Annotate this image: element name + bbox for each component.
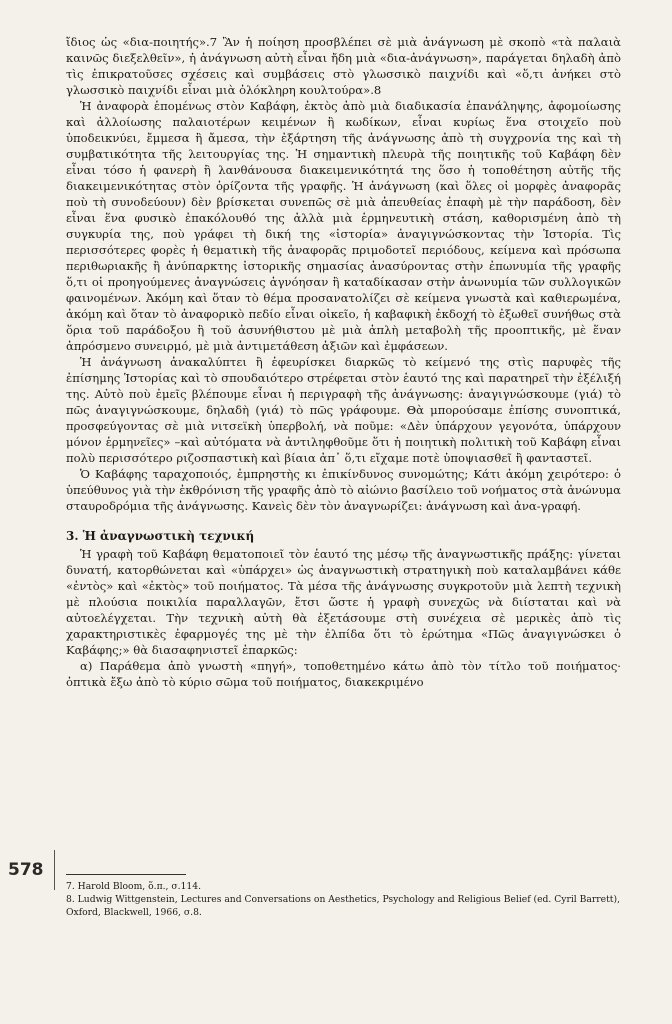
paragraph: Ἡ γραφὴ τοῦ Καβάφη θεματοποιεῖ τὸν ἑαυτό της μέσῳ τῆς ἀναγνωστικῆς πράξης: γίνεται δυνατή, κατορθώνεται καὶ «ὑπάρχει» ὡς ἀναγνωστικὴ στρατηγικὴ ποὺ καταλαμβάνει κάθε «ἐντὸς» καὶ «ἐκτὸς» τοῦ ποιήματος. Τὰ μέσα τῆς ἀνάγνωσης συγκροτοῦν μιὰ λεπτὴ τεχνικὴ μὲ πλούσια ποικιλία παραλλαγῶν, ἔτσι ὥστε ἡ γραφὴ συνεχῶς νὰ διίσταται καὶ νὰ αὐτοελέγχεται. Τὴν τεχνικὴ αὐτὴ θὰ ἐξετάσουμε στὴ συνέχεια σὲ μερικὲς ἀπὸ τὶς χαρακτηριστικὲς ἐφαρμογές της μὲ τὴν ἐλπίδα ὅτι τὸ ἐρώτημα «Πῶς ἀναγιγνώσκει ὁ Καβάφης;» θὰ διασαφηνιστεῖ ἐπαρκῶς: <box>66 547 621 657</box>
footnote: 7. Harold Bloom, ὅ.π., σ.114. <box>66 881 202 892</box>
paragraph: Ἡ ἀναφορὰ ἑπομένως στὸν Καβάφη, ἐκτὸς ἀπὸ μιὰ διαδικασία ἐπανάληψης, ἀφομοίωσης καὶ ἀλλοίωσης παλαιοτέρων κειμένων ἢ κωδίκων, εἶναι κυρίως ἕνα στοιχεῖο ποὺ ὑποδεικνύει, ἔμμεσα ἢ ἄμεσα, τὴν ἐξάρτηση τῆς ἀνάγνωσης ἀπὸ τὴ συγχρονία της καὶ τὴ συμβατικότητα τῆς λειτουργίας της. Ἡ σημαντικὴ πλευρὰ τῆς ποιητικῆς τοῦ Καβάφη δὲν εἶναι τόσο ἡ φανερὴ ἢ λανθάνουσα διακειμενικότητά της ὅσο ἡ τοποθέτηση αὐτῆς τῆς διακειμενικότητας στὸν ὁρίζοντα τῆς γραφῆς. Ἡ ἀνάγνωση (καὶ ὅλες οἱ μορφὲς ἀναφορᾶς ποὺ τὴ συνοδεύουν) δὲν βρίσκεται συνεπῶς σὲ μιὰ ἀπευθείας ἐπαφὴ μὲ τὴν παράδοση, δὲν εἶναι ἕνα φυσικὸ ἐπακόλουθό της ἀλλὰ μιὰ ἑρμηνευτικὴ στάση, καθορισμένη ἀπὸ τὴ συγκυρία της, ποὺ γράφει τὴ δική της «ἱστορία» ἀναγιγνώσκοντας τὴν Ἱστορία. Τὶς περισσότερες φορὲς ἡ θεματικὴ τῆς ἀναφορᾶς πριμοδοτεῖ περιόδους, κείμενα καὶ πρόσωπα περιθωριακῆς ἢ ἀνύπαρκτης ἱστορικῆς σημασίας ἀνασύροντας στὴν ἐπωνυμία τῆς γραφῆς ὅ,τι οἱ προηγούμενες ἀναγνώσεις ἀγνόησαν ἢ καταδίκασαν στὴν ἀνωνυμία τῶν συλλογικῶν φαινομένων. Ἀκόμη καὶ ὅταν τὸ θέμα προσανατολίζει σὲ κείμενα γνωστὰ καὶ καθιερωμένα, ἀκόμη καὶ ὅταν τὸ ἀναφορικὸ πεδίο εἶναι οἰκεῖο, ἡ καβαφικὴ ἐκδοχή τὸ ἐξωθεῖ συνήθως στὰ ὅρια τοῦ παράδοξου ἢ τοῦ ἀσυνήθιστου μὲ μιὰ ἁπλὴ μεταβολὴ τῆς προοπτικῆς, μὲ ἕναν ἀπρόσμενο συνειρμό, μὲ μιὰ ἀντιμετάθεση ἀξιῶν καὶ ἐμφάσεων. <box>66 99 621 353</box>
section-heading: 3. Ἡ ἀναγνωστικὴ τεχνική <box>66 529 255 543</box>
paragraph: ἴδιος ὡς «δια-ποιητής».7 Ἂν ἡ ποίηση προσβλέπει σὲ μιὰ ἀνάγνωση μὲ σκοπὸ «τὰ παλαιὰ καινῶς διεξελθεῖν», ἡ ἀνάγνωση αὐτὴ εἶναι ἤδη μιὰ «δια-ἀνάγνωση», παράγεται δηλαδὴ ἀπὸ τὶς ἐπικρατοῦσες σχέσεις καὶ συμβάσεις στὸ γλωσσικὸ παιχνίδι καὶ «ὅ,τι ἀνήκει στὸ γλωσσικὸ παιχνίδι εἶναι μιὰ ὁλόκληρη κουλτούρα».8 <box>66 35 621 97</box>
paragraph: Ἡ ἀνάγνωση ἀνακαλύπτει ἢ ἐφευρίσκει διαρκῶς τὸ κείμενό της στὶς παρυφὲς τῆς ἐπίσημης Ἱστορίας καὶ τὸ σπουδαιότερο στρέφεται στὸν ἑαυτό της καὶ παρατηρεῖ τὴν ἐξέλιξή της. Αὐτὸ ποὺ ἐμεῖς βλέπουμε εἶναι ἡ περιγραφὴ τῆς ἀνάγνωσης: ἀναγιγνώσκουμε (γιά) τὸ πῶς ἀναγιγνώσκουμε, δηλαδὴ (γιά) τὸ πῶς γράφουμε. Θὰ μπορούσαμε ἐπίσης συνοπτικά, προσφεύγοντας σὲ μιὰ νιτσεϊκὴ ὑπερβολή, νὰ ποῦμε: «Δὲν ὑπάρχουν γεγονότα, ὑπάρχουν μόνον ἑρμηνεῖες» –καὶ αὐτόματα νὰ ἀντιληφθοῦμε ὅτι ἡ ποιητικὴ πολιτικὴ τοῦ Καβάφη εἶναι πολὺ περισσότερο ριζοσπαστικὴ καὶ βίαια ἀπ᾽ ὅ,τι εἴχαμε ποτὲ ὑποψιασθεῖ ἢ φανταστεῖ. <box>66 355 621 465</box>
footnote-divider <box>66 874 186 875</box>
paragraph: Ὁ Καβάφης ταραχοποιός, ἐμπρηστὴς κι ἐπικίνδυνος συνομώτης; Κάτι ἀκόμη χειρότερο: ὁ ὑπεύθυνος γιὰ τὴν ἐκθρόνιση τῆς γραφῆς ἀπὸ τὸ αἰώνιο βασίλειο τοῦ νοήματος στὰ ἀνώνυμα σταυροδρόμια τῆς ἀνάγνωσης. Κανεὶς δὲν τὸν ἀναγνωρίζει: ἀνάγνωση καὶ ἀνα-γραφή. <box>66 467 621 513</box>
paragraph: α) Παράθεμα ἀπὸ γνωστὴ «πηγή», τοποθετημένο κάτω ἀπὸ τὸν τίτλο τοῦ ποιήματος· ὀπτικὰ ἔξω ἀπὸ τὸ κύριο σῶμα τοῦ ποιήματος, διακεκριμένο <box>66 659 621 689</box>
main-text <box>66 34 621 690</box>
footnote: 8. Ludwig Wittgenstein, Lectures and Conversations on Aesthetics, Psychology and Religious Belief (ed. Cyril Barrett), Oxford, Blackwell, 1966, σ.8. <box>66 894 621 918</box>
page-number: 578 <box>8 860 44 880</box>
footnotes <box>66 880 621 919</box>
margin-rule <box>54 850 55 890</box>
